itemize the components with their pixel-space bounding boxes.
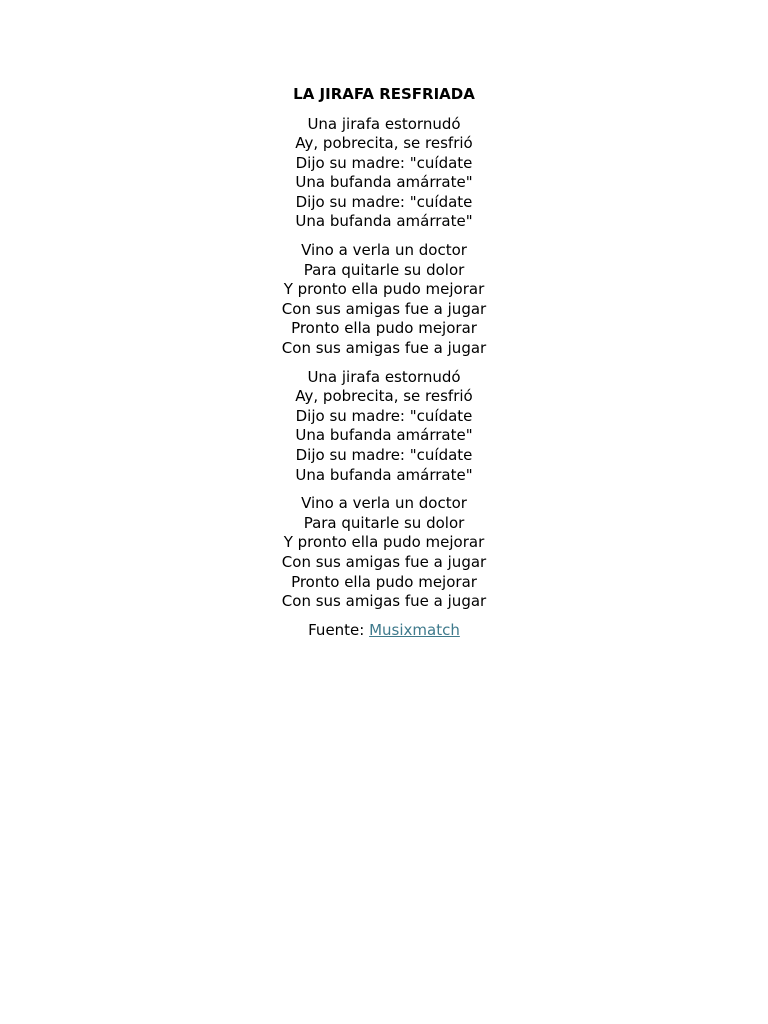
source-credit <box>0 621 768 641</box>
song-title: LA JIRAFA RESFRIADA <box>293 85 475 103</box>
lyric-line: Vino a verla un doctor <box>301 494 467 513</box>
lyric-line: Y pronto ella pudo mejorar <box>283 280 485 299</box>
lyric-line: Con sus amigas fue a jugar <box>281 592 487 611</box>
lyric-line: Con sus amigas fue a jugar <box>281 299 487 318</box>
lyric-line: Una jirafa estornudó <box>307 367 461 386</box>
lyric-line: Pronto ella pudo mejorar <box>291 572 477 591</box>
lyric-line: Y pronto ella pudo mejorar <box>283 533 485 552</box>
lyric-line: Pronto ella pudo mejorar <box>291 319 477 338</box>
stanza-4 <box>0 494 768 612</box>
lyric-line: Dijo su madre: "cuídate <box>295 153 473 172</box>
musixmatch-link[interactable]: Musixmatch <box>369 620 460 639</box>
lyric-line: Una bufanda amárrate" <box>295 212 473 231</box>
stanza-1 <box>0 115 768 233</box>
lyric-line: Con sus amigas fue a jugar <box>281 339 487 358</box>
lyric-line: Dijo su madre: "cuídate <box>295 406 473 425</box>
lyric-line: Una jirafa estornudó <box>307 114 461 133</box>
lyric-line: Vino a verla un doctor <box>301 241 467 260</box>
lyric-line: Ay, pobrecita, se resfrió <box>295 387 473 406</box>
lyrics-document <box>0 85 768 640</box>
lyric-line: Con sus amigas fue a jugar <box>281 552 487 571</box>
lyric-line: Una bufanda amárrate" <box>295 426 473 445</box>
lyric-line: Ay, pobrecita, se resfrió <box>295 134 473 153</box>
lyric-line: Una bufanda amárrate" <box>295 173 473 192</box>
lyric-line: Dijo su madre: "cuídate <box>295 446 473 464</box>
lyric-line: Dijo su madre: "cuídate <box>295 192 473 211</box>
lyric-line: Para quitarle su dolor <box>303 513 465 532</box>
stanza-2 <box>0 241 768 359</box>
stanza-3 <box>0 368 768 486</box>
source-label: Fuente: <box>308 620 370 639</box>
lyric-line: Una bufanda amárrate" <box>295 465 473 484</box>
lyric-line: Para quitarle su dolor <box>303 260 465 279</box>
